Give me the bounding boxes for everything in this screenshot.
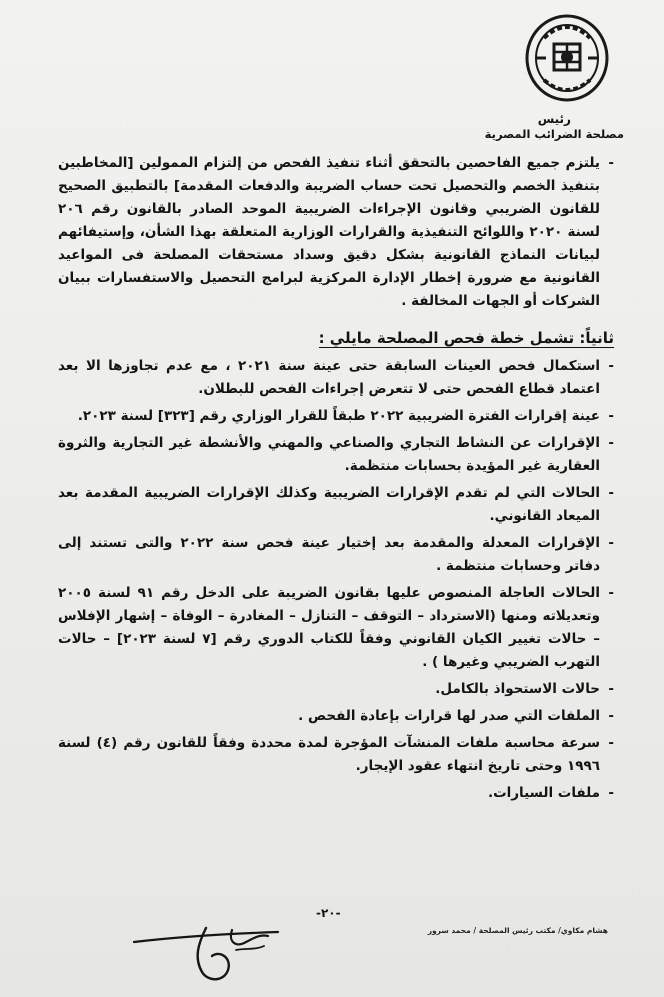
list-item-text: الملفات التي صدر لها قرارات بإعادة الفحص .: [298, 708, 600, 724]
list-bullet: -: [608, 585, 614, 601]
list-item-text: ملفات السيارات.: [487, 785, 600, 801]
page-number: -٢٠-: [316, 906, 341, 920]
list-item: [58, 355, 614, 401]
list-item: [58, 732, 614, 778]
issuer-title-line2: مصلحة الضرائب المصرية: [484, 127, 624, 141]
intro-text: يلتزم جميع الفاحصين بالتحقق أثناء تنفيذ الفحص من إلتزام الممولين [المخاطبين بتنفيذ الخصم والتحصيل تحت حساب الضريبة والدفعات المقدمة] بالتطبيق الصحيح للقانون الضريبي وقانون الإجراءات الضريبية الموحد الصادر بالقانون رقم ٢٠٦ لسنة ٢٠٢٠ واللوائح التنفيذية والقرارات الوزارية المتعلقة بهذا الشأن، وإستيفائهم لبيانات النماذج القانونية بشكل دقيق وسداد مستحقات المصلحة فى المواعيد القانونية مع ضرورة إخطار الإدارة المركزية لبرامج التحصيل والاستفسارات ببيان الشركات أو الجهات المخالفة .: [58, 155, 600, 309]
document-body: [58, 152, 614, 809]
list-bullet: -: [608, 358, 614, 374]
list-item: [58, 678, 614, 701]
section-heading-text: ثانياً: تشمل خطة فحص المصلحة مايلي :: [318, 329, 614, 347]
list-item-text: عينة إقرارات الفترة الضريبية ٢٠٢٢ طبقاً للقرار الوزاري رقم [٣٢٣] لسنة ٢٠٢٣.: [77, 408, 600, 424]
intro-paragraph: [58, 152, 614, 313]
list-item-text: الحالات العاجلة المنصوص عليها بقانون الضريبة على الدخل رقم ٩١ لسنة ٢٠٠٥ وتعديلاته ومنها (الاسترداد – التوقف – التنازل – المغادرة – الوفاة – إشهار الإفلاس – حالات تغيير الكيان القانوني وفقاً للكتاب الدوري رقم [٧ لسنة ٢٠٢٣] – حالات التهرب الضريبي وغيرها ) .: [58, 585, 601, 670]
issuer-title: [485, 112, 624, 142]
list-bullet: -: [608, 435, 614, 451]
list-bullet: -: [608, 408, 614, 424]
list-item: [58, 405, 614, 428]
list-item: [58, 432, 614, 478]
list-bullet: -: [608, 708, 614, 724]
issuer-title-line1: رئيس: [537, 112, 571, 126]
list-item: [58, 532, 614, 578]
list-item-text: الحالات التي لم تقدم الإقرارات الضريبية وكذلك الإقرارات الضريبية المقدمة بعد الميعاد القانوني.: [58, 485, 600, 524]
section-heading: [58, 327, 614, 349]
list-bullet: -: [608, 681, 614, 697]
footer-credit: هشام مكاوي/ مكتب رئيس المصلحة / محمد سرور: [427, 926, 608, 935]
list-item-text: حالات الاستحواذ بالكامل.: [435, 681, 600, 697]
list-bullet: -: [608, 485, 614, 501]
exam-plan-list: [58, 355, 614, 805]
list-bullet: -: [608, 735, 614, 751]
list-item: [58, 782, 614, 805]
intro-bullet: -: [608, 155, 614, 171]
list-item: [58, 705, 614, 728]
list-bullet: -: [608, 785, 614, 801]
list-item-text: الإقرارات عن النشاط التجاري والصناعي والمهني والأنشطة غير التجارية والثروة العقارية غير المؤيدة بحسابات منتظمة.: [58, 435, 600, 474]
list-item: [58, 582, 614, 674]
list-item: [58, 482, 614, 528]
list-item-text: سرعة محاسبة ملفات المنشآت المؤجرة لمدة محددة وفقاً للقانون رقم (٤) لسنة ١٩٩٦ وحتى تاريخ انتهاء عقود الإيجار.: [58, 735, 600, 774]
list-item-text: استكمال فحص العينات السابقة حتى عينة سنة ٢٠٢١ ، مع عدم تجاوزها الا بعد اعتماد قطاع الفحص حتى لا تتعرض إجراءات الفحص للبطلان.: [58, 358, 600, 397]
list-item-text: الإقرارات المعدلة والمقدمة بعد إختيار عينة فحص سنة ٢٠٢٢ والتى تستند إلى دفاتر وحسابات منتظمة .: [58, 535, 600, 574]
signature-icon: [128, 920, 288, 986]
official-seal-icon: [522, 8, 612, 104]
list-bullet: -: [608, 535, 614, 551]
